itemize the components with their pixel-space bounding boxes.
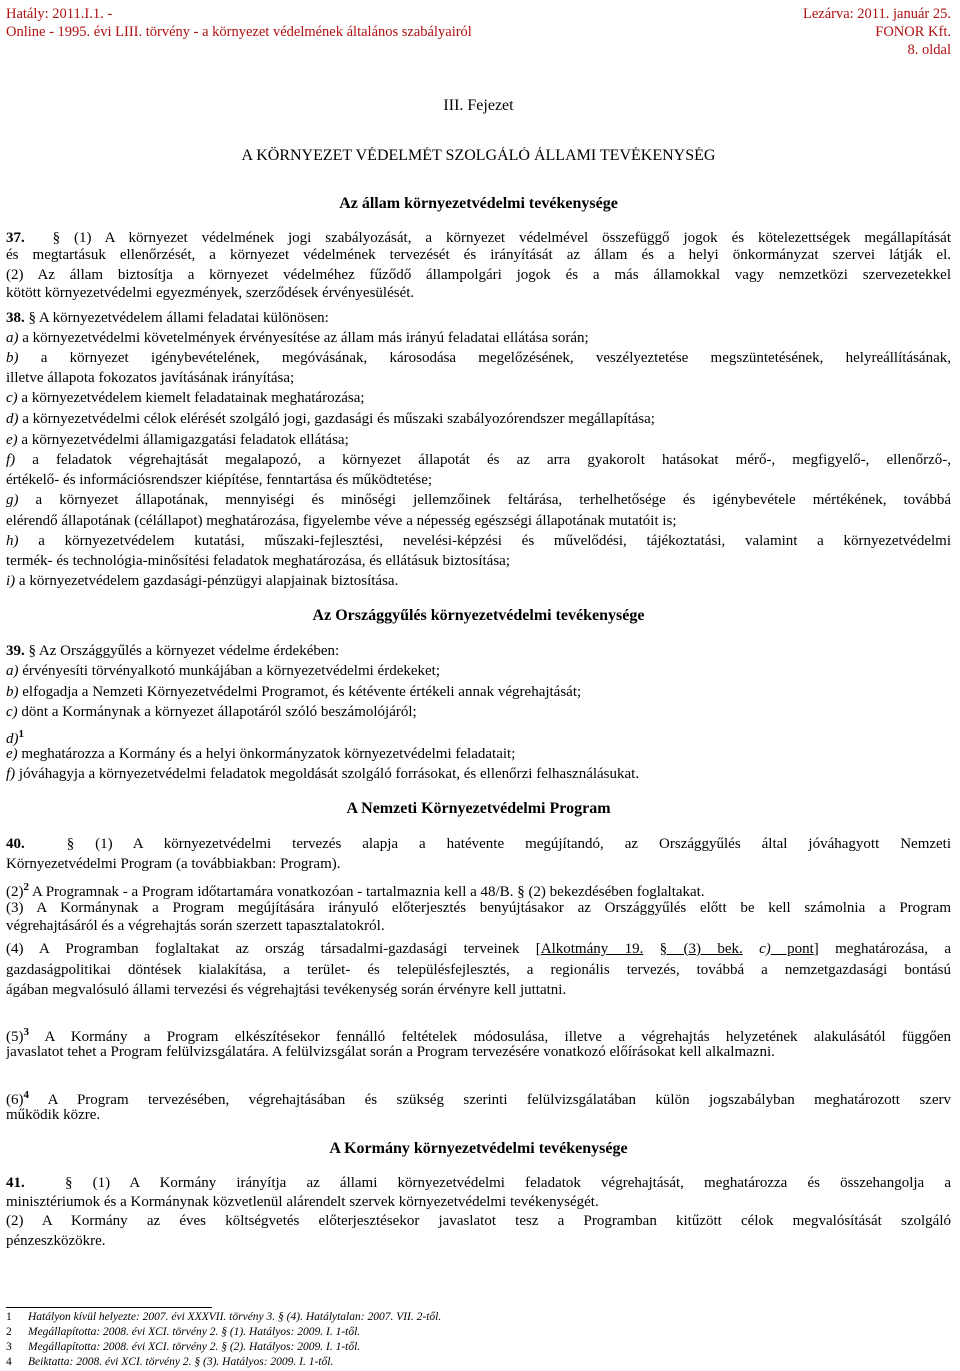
list-item-f-line2: értékelő- és információsrendszer kiépítése, fenntartása és működtetése; (6, 472, 433, 488)
subsection-number: (2) (6, 884, 24, 900)
paragraph-40-1-line1 (6, 835, 951, 853)
paragraph-number: 38. (6, 310, 25, 326)
paragraph-number: 41. (6, 1175, 25, 1191)
link-point[interactable]: pont (770, 941, 814, 957)
list-item-g-line1 (6, 491, 951, 509)
paragraph-40-6-line2: működik közre. (6, 1107, 101, 1123)
list-letter: a) (6, 663, 19, 679)
link-alkotmany[interactable]: Alkotmány 19. (540, 941, 644, 957)
list-item-g-line2: elérendő állapotának (célállapot) meghatározása, figyelembe véve a népesség egészségi állapotának mutatóit is; (6, 513, 677, 529)
paragraph-text: § (1) A Kormány irányítja az állami környezetvédelmi feladatok végrehajtását, meghatározza és összehangolja a (65, 1175, 951, 1191)
paragraph-40-2 (6, 878, 951, 901)
paragraph-text: ] meghatározása, a (813, 941, 951, 957)
list-text: elfogadja a Nemzeti Környezetvédelmi Programot, és kétévente értékeli annak végrehajtását; (22, 684, 582, 700)
footnote-text: Beiktatta: 2008. évi XCI. törvény 2. § (3). Hatályos: 2009. I. 1-től. (28, 1356, 334, 1368)
link-section[interactable]: § (3) bek. (659, 941, 743, 957)
list-item-h-line1 (6, 532, 951, 550)
paragraph-text: § A környezetvédelem állami feladatai különösen: (28, 310, 329, 326)
list-item-f-line1 (6, 451, 951, 469)
list-item-b (6, 683, 951, 701)
footnote-1 (6, 1311, 441, 1324)
paragraph-37-2-line2: kötött környezetvédelmi egyezmények, szerződések érvényesülését. (6, 285, 415, 301)
paragraph-41-2-line1: (2) A Kormány az éves költségvetés előterjesztésekor javaslatot tesz a Programban kitűzött célok megvalósítását szolgáló (6, 1213, 951, 1229)
paragraph-number: 39. (6, 643, 25, 659)
list-item-i (6, 572, 951, 590)
footnote-text: Megállapította: 2008. évi XCI. törvény 2. § (1). Hatályos: 2009. I. 1-től. (28, 1326, 361, 1338)
list-text: dönt a Kormánynak a környezet állapotáról szóló beszámolójáról; (21, 704, 417, 720)
list-letter: f) (6, 452, 16, 468)
footnote-ref[interactable]: 2 (23, 881, 29, 893)
footnote-ref[interactable]: 3 (23, 1026, 29, 1038)
footnote-4 (6, 1356, 333, 1369)
subsection-number: (5) (6, 1029, 24, 1045)
paragraph-40-3-line1: (3) A Kormánynak a Program megújítására irányuló előterjesztés benyújtásakor az Országgyűlés előtt be kell számolnia a Program (6, 900, 951, 916)
paragraph-text: § (1) A környezet védelmének jogi szabályozását, a környezet védelmével összefüggő jogok és kötelezettségek megállapítását (52, 230, 951, 246)
paragraph-text: A Kormány a Program elkészítésekor fennálló feltételek módosulása, illetve a végrehajtás helyzetének alakulásától függően (44, 1029, 951, 1045)
chapter-title: A KÖRNYEZET VÉDELMÉT SZOLGÁLÓ ÁLLAMI TEVÉKENYSÉG (241, 147, 716, 164)
paragraph-text: § Az Országgyűlés a környezet védelme érdekében: (28, 643, 340, 659)
list-letter: b) (6, 350, 19, 366)
list-item-b-line2: illetve állapota fokozatos javításának irányítása; (6, 370, 295, 386)
list-letter: e) (6, 746, 18, 762)
paragraph-40-4-line1 (6, 940, 951, 958)
footnote-3 (6, 1341, 360, 1354)
paragraph-41-1-line1 (6, 1174, 951, 1192)
list-text: a környezet igénybevételének, megóvásának, károsodása megelőzésének, veszélyeztetése megszüntetésének, helyreállításának, (40, 350, 951, 366)
list-text: a környezetvédelmi államigazgatási feladatok ellátása; (21, 432, 349, 448)
section-title-state: Az állam környezetvédelmi tevékenysége (339, 195, 618, 212)
header-effective-date: Hatály: 2011.I.1. - (6, 6, 113, 22)
list-item-b-line1 (6, 349, 951, 367)
list-item-a (6, 329, 951, 347)
list-text: a feladatok végrehajtását megalapozó, a környezet állapotát és az arra gyakorolt hatásokat mérő-, megfigyelő-, ellenőrző-, (32, 452, 951, 468)
list-item-h-line2: termék- és technológia-minősítési feladatok meghatározása, és ellátásuk biztosítása; (6, 553, 510, 569)
list-item-c (6, 389, 951, 407)
list-text: meghatározza a Kormány és a helyi önkormányzatok környezetvédelmi feladatait; (21, 746, 516, 762)
list-item-e (6, 745, 951, 763)
header-document-title: Online - 1995. évi LIII. törvény - a környezet védelmének általános szabályairól (6, 24, 472, 40)
paragraph-41-2-line2: pénzeszközökre. (6, 1233, 106, 1249)
footnote-number: 2 (6, 1326, 12, 1338)
paragraph-number: 40. (6, 836, 25, 852)
point-letter: c) (742, 941, 771, 957)
subsection-number: (6) (6, 1092, 24, 1108)
list-letter: i) (6, 573, 16, 589)
paragraph-37-1-line2: és megtartásuk ellenőrzését, a környezet védelmének tervezését és irányítását az állam és a helyi önkormányzat szervei látják el. (6, 247, 951, 263)
footnote-number: 1 (6, 1311, 12, 1323)
paragraph-text: A Program tervezésében, végrehajtásában és szükség szerinti felülvizsgálatában külön jogszabályban meghatározott szerv (47, 1092, 951, 1108)
paragraph-39-intro (6, 642, 951, 660)
paragraph-37-2-line1: (2) Az állam biztosítja a környezet védelméhez fűződő állampolgári jogok és a más államokkal vagy nemzetközi szervezetekkel (6, 267, 951, 283)
paragraph-40-5-line2: javaslatot tehet a Program felülvizsgálatára. A felülvizsgálat során a Program tervezésére vonatkozó előírásokat kell alkalmazni. (6, 1044, 775, 1060)
list-letter: c) (6, 704, 18, 720)
paragraph-40-4-line2: gazdaságpolitikai döntések kialakítása, a terület- és településfejlesztés, a regionális tervezés, továbbá a nemzetgazdasági bontású (6, 962, 951, 978)
list-text: a környezetvédelmi követelmények érvényesítése az állam más irányú feladatai ellátása során; (22, 330, 589, 346)
list-letter: d) (6, 731, 19, 747)
list-item-a (6, 662, 951, 680)
paragraph-41-1-line2: minisztériumok és a Kormánynak közvetlenül alárendelt szervek környezetvédelmi tevékenységét. (6, 1194, 599, 1210)
footnote-text: Megállapította: 2008. évi XCI. törvény 2. § (2). Hatályos: 2009. I. 1-től. (28, 1341, 361, 1353)
paragraph-text: A Programnak - a Program időtartamára vonatkozóan - tartalmaznia kell a 48/B. § (2) bekezdésében foglaltakat. (31, 884, 705, 900)
paragraph-40-4-line3: ágában megvalósuló állami tervezési és végrehajtási tevékenység során érvényre kell juttatni. (6, 982, 567, 998)
footnote-text: Hatályon kívül helyezte: 2007. évi XXXVII. törvény 3. § (4). Hatálytalan: 2007. VII. 2-től. (28, 1311, 442, 1323)
footnote-ref[interactable]: 1 (18, 728, 24, 740)
list-item-f (6, 765, 951, 783)
header-closed-date: Lezárva: 2011. január 25. (802, 6, 951, 22)
section-title-government: A Kormány környezetvédelmi tevékenysége (329, 1140, 628, 1157)
list-text: a környezetvédelem gazdasági-pénzügyi alapjainak biztosítása. (18, 573, 399, 589)
paragraph-text: (4) A Programban foglaltakat az ország társadalmi-gazdasági terveinek [ (6, 941, 541, 957)
list-letter: e) (6, 432, 18, 448)
section-title-parliament: Az Országgyűlés környezetvédelmi tevékenysége (312, 607, 645, 624)
footnote-number: 4 (6, 1356, 12, 1368)
list-item-d (6, 410, 951, 428)
paragraph-38-intro (6, 309, 951, 327)
paragraph-40-1-line2: Környezetvédelmi Program (a továbbiakban: Program). (6, 856, 341, 872)
list-letter: b) (6, 684, 19, 700)
list-text: a környezet állapotának, mennyiségi és minőségi jellemzőinek feltárása, terhelhetősége és igénybevétele mértékének, továbbá (35, 492, 951, 508)
header-page-number: 8. oldal (907, 42, 951, 58)
section-title-program: A Nemzeti Környezetvédelmi Program (346, 800, 611, 817)
list-item-e (6, 431, 951, 449)
list-letter: g) (6, 492, 19, 508)
paragraph-40-3-line2: végrehajtásáról és a végrehajtás során szerzett tapasztalatokról. (6, 918, 385, 934)
list-text: érvényesíti törvényalkotó munkájában a környezetvédelmi érdekeket; (22, 663, 441, 679)
list-item-c (6, 703, 951, 721)
paragraph-text: § (1) A környezetvédelmi tervezés alapja a hatévente megújítandó, az Országgyűlés által jóváhagyott Nemzeti (66, 836, 951, 852)
list-text: jóváhagyja a környezetvédelmi feladatok megoldását szolgáló forrásokat, és ellenőrzi felhasználásukat. (18, 766, 640, 782)
paragraph-37-1-line1 (6, 229, 951, 247)
list-letter: f) (6, 766, 16, 782)
list-letter: d) (6, 411, 19, 427)
paragraph-number: 37. (6, 230, 25, 246)
separator (643, 941, 659, 957)
footnote-2 (6, 1326, 360, 1339)
list-letter: a) (6, 330, 19, 346)
footnote-divider (6, 1307, 212, 1308)
list-text: a környezetvédelem kutatási, műszaki-fejlesztési, nevelési-képzési és művelődési, tájékoztatási, valamint a környezetvédelmi (38, 533, 951, 549)
list-letter: h) (6, 533, 19, 549)
chapter-number: III. Fejezet (443, 97, 514, 114)
header-publisher: FONOR Kft. (875, 24, 951, 40)
list-text: a környezetvédelem kiemelt feladatainak meghatározása; (21, 390, 365, 406)
list-letter: c) (6, 390, 18, 406)
list-text: a környezetvédelmi célok elérését szolgáló jogi, gazdasági és műszaki szabályozórendszer megállapítása; (22, 411, 655, 427)
footnote-ref[interactable]: 4 (23, 1089, 29, 1101)
footnote-number: 3 (6, 1341, 12, 1353)
